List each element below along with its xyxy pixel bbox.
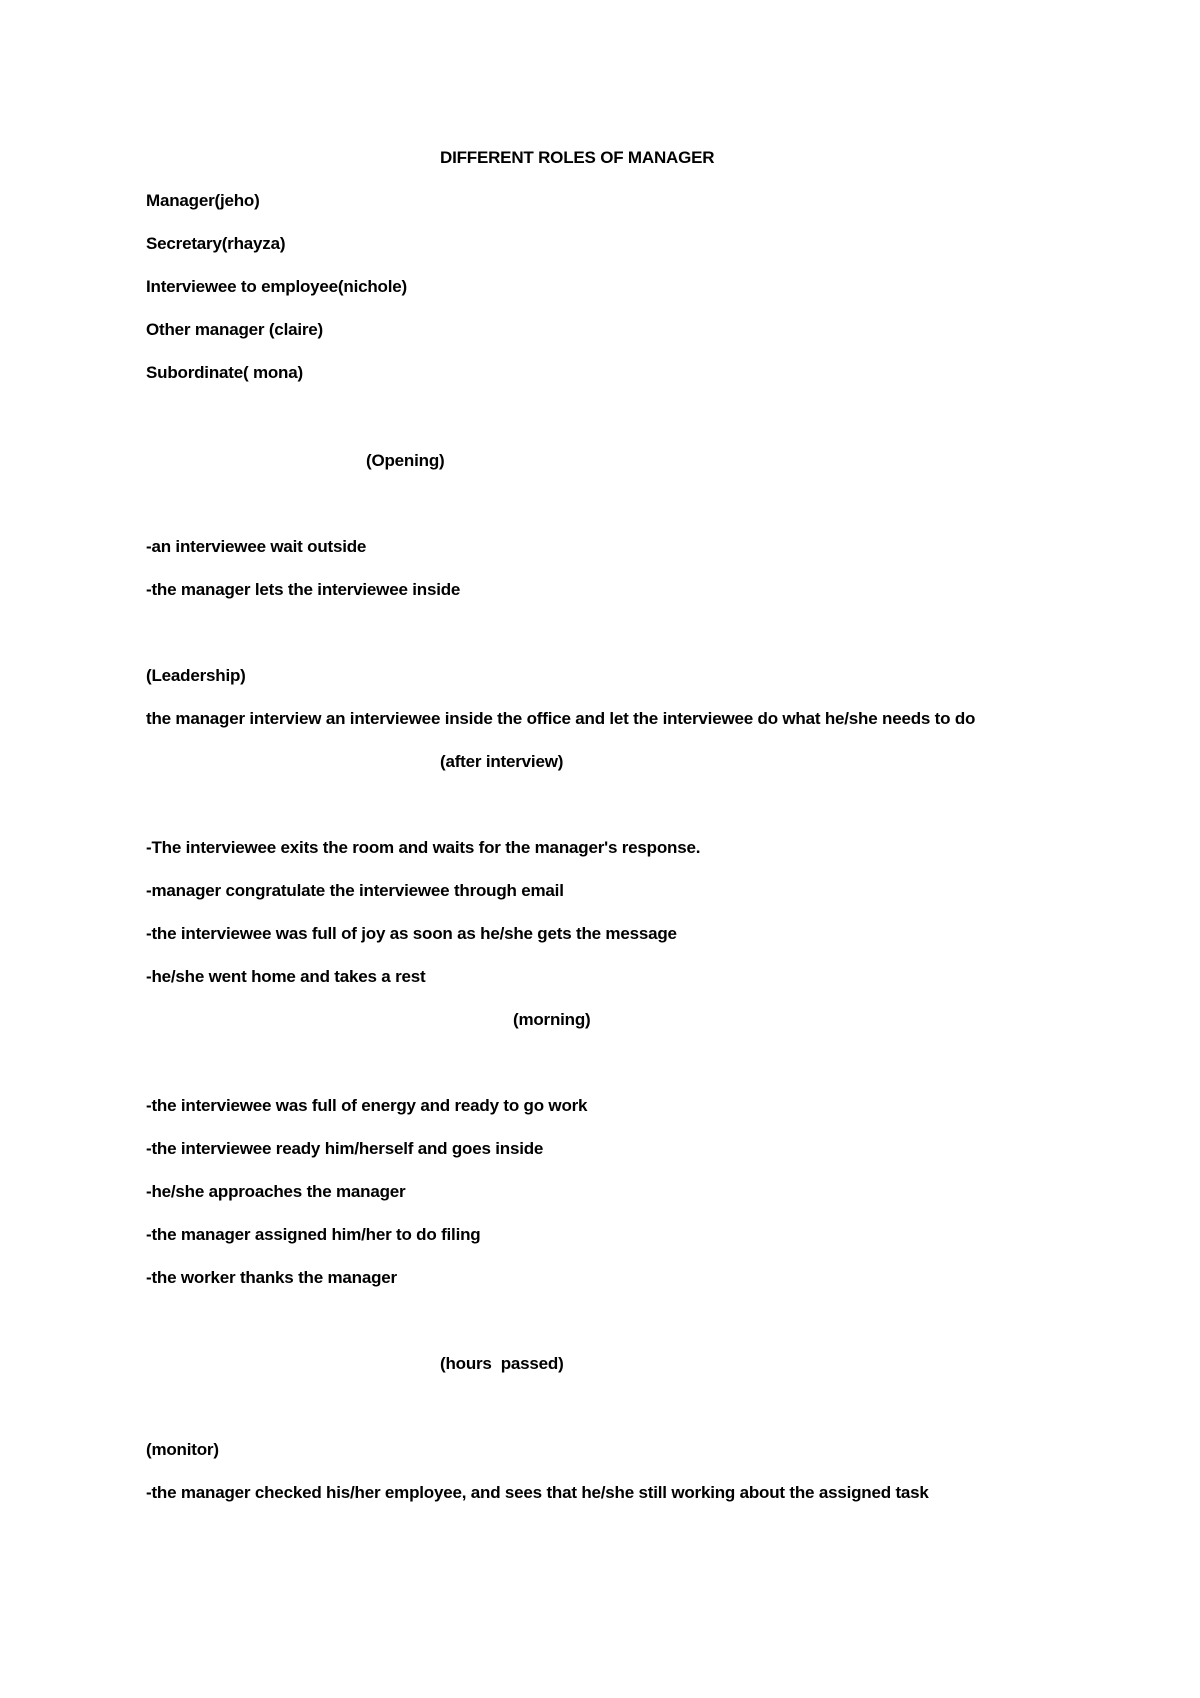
after-interview-line: -he/she went home and takes a rest (146, 967, 426, 986)
cast-item-interviewee: Interviewee to employee(nichole) (146, 277, 407, 296)
document-title: DIFFERENT ROLES OF MANAGER (440, 148, 715, 167)
morning-line: -the interviewee was full of energy and ready to go work (146, 1096, 588, 1115)
morning-line: -the interviewee ready him/herself and goes inside (146, 1139, 544, 1158)
section-heading-hours-passed: (hours passed) (440, 1354, 564, 1373)
opening-line: -the manager lets the interviewee inside (146, 580, 461, 599)
morning-line: -the worker thanks the manager (146, 1268, 397, 1287)
cast-item-other-manager: Other manager (claire) (146, 320, 323, 339)
section-heading-morning: (morning) (513, 1010, 591, 1029)
section-heading-opening: (Opening) (366, 451, 445, 470)
after-interview-line: -manager congratulate the interviewee through email (146, 881, 564, 900)
opening-line: -an interviewee wait outside (146, 537, 367, 556)
cast-item-secretary: Secretary(rhayza) (146, 234, 286, 253)
morning-line: -the manager assigned him/her to do filing (146, 1225, 481, 1244)
section-heading-leadership: (Leadership) (146, 666, 246, 685)
cast-item-manager: Manager(jeho) (146, 191, 260, 210)
section-heading-after-interview: (after interview) (440, 752, 564, 771)
leadership-text: the manager interview an interviewee inside the office and let the interviewee do what he/she needs to do (146, 709, 976, 728)
morning-line: -he/she approaches the manager (146, 1182, 406, 1201)
cast-item-subordinate: Subordinate( mona) (146, 363, 303, 382)
after-interview-line: -the interviewee was full of joy as soon as he/she gets the message (146, 924, 677, 943)
section-heading-monitor: (monitor) (146, 1440, 219, 1459)
after-interview-line: -The interviewee exits the room and waits for the manager's response. (146, 838, 701, 857)
monitor-text: -the manager checked his/her employee, and sees that he/she still working about the assigned task (146, 1483, 929, 1502)
